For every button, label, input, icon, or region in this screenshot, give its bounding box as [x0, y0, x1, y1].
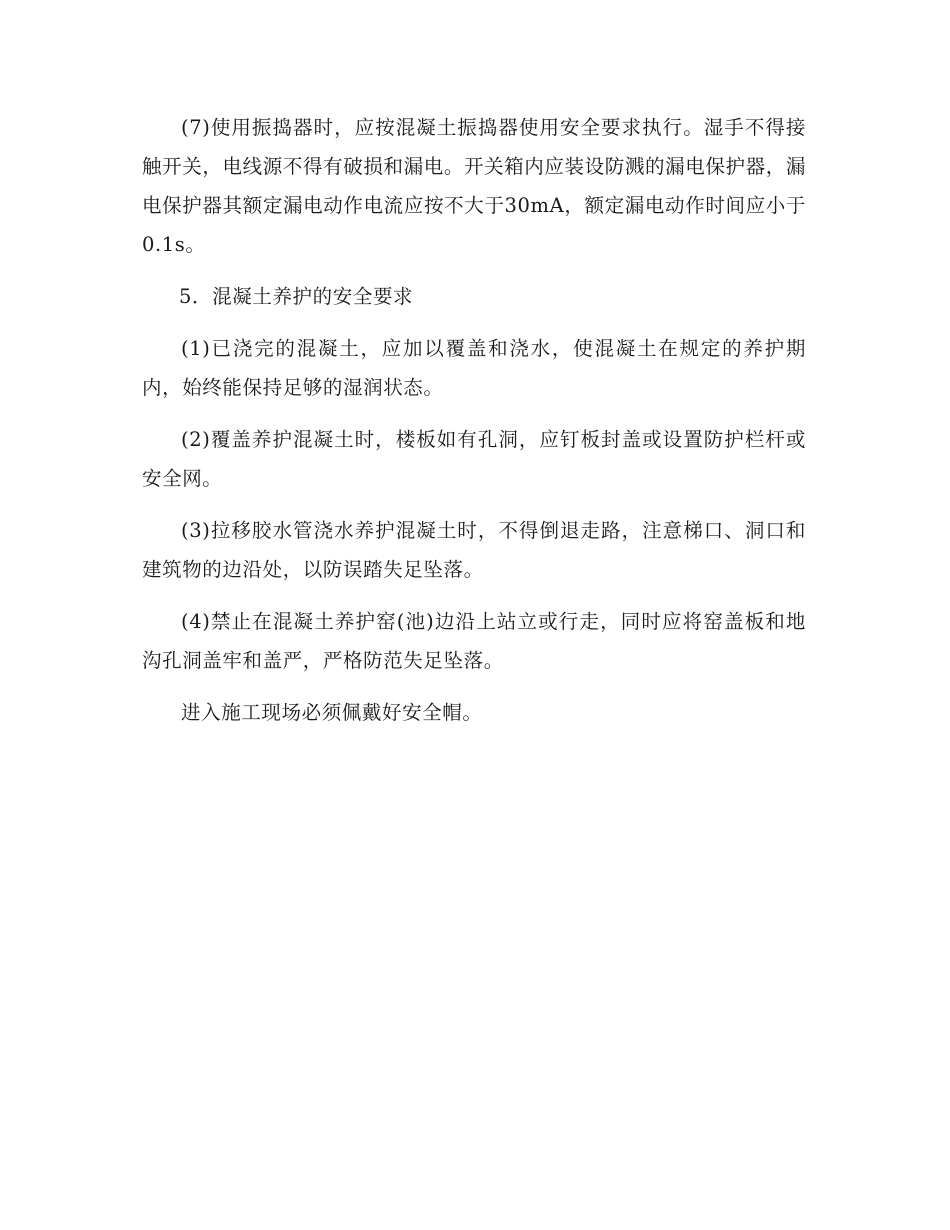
paragraph-curing-item-3: (3)拉移胶水管浇水养护混凝土时，不得倒退走路，注意梯口、洞口和建筑物的边沿处，以防误踏失足坠落。 — [142, 519, 806, 581]
paragraph-curing-item-2: (2)覆盖养护混凝土时，楼板如有孔洞，应钉板封盖或设置防护栏杆或安全网。 — [142, 428, 806, 490]
paragraph-vibrator-safety: (7)使用振捣器时，应按混凝土振捣器使用安全要求执行。湿手不得接触开关，电线源不得有破损和漏电。开关箱内应装设防溅的漏电保护器，漏电保护器其额定漏电动作电流应按不大于30mA，额定漏电动作时间应小于0.1s。 — [142, 116, 806, 256]
section-heading-curing-safety: 5．混凝土养护的安全要求 — [179, 285, 414, 308]
paragraph-curing-item-1: (1)已浇完的混凝土，应加以覆盖和浇水，使混凝土在规定的养护期内，始终能保持足够的湿润状态。 — [142, 337, 806, 399]
paragraph-curing-item-4: (4)禁止在混凝土养护窑(池)边沿上站立或行走，同时应将窑盖板和地沟孔洞盖牢和盖严，严格防范失足坠落。 — [142, 610, 806, 672]
paragraph-helmet-notice: 进入施工现场必须佩戴好安全帽。 — [181, 701, 483, 724]
document-body — [142, 108, 806, 732]
